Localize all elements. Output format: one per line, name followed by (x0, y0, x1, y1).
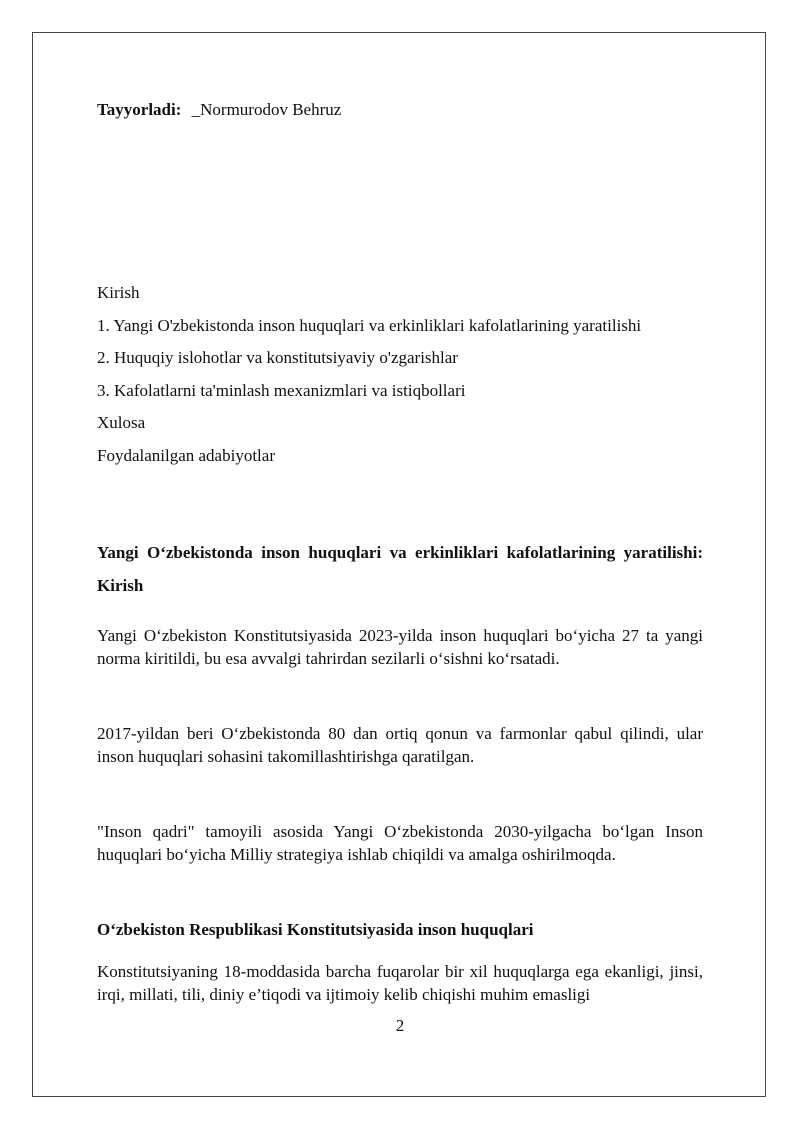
paragraph: Yangi Oʻzbekiston Konstitutsiyasida 2023-yilda inson huquqlari boʻyicha 27 ta yangi norma kiritildi, bu esa avvalgi tahrirdan sezilarli oʻsishni koʻrsatadi. (97, 626, 703, 668)
toc-item: Kirish (97, 283, 140, 302)
paragraph: 2017-yildan beri Oʻzbekistonda 80 dan ortiq qonun va farmonlar qabul qilindi, ular inson huquqlari sohasini takomillashtirishga qaratilgan. (97, 724, 703, 766)
paragraph: Konstitutsiyaning 18-moddasida barcha fuqarolar bir xil huquqlarga ega ekanligi, jinsi, irqi, millati, tili, diniy e’tiqodi va ijtimoiy kelib chiqishi muhim emasligi (97, 962, 703, 1004)
toc-item: 3. Kafolatlarni ta'minlash mexanizmlari va istiqbollari (97, 380, 466, 400)
page-number: 2 (395, 1016, 405, 1035)
subsection-heading: Oʻzbekiston Respublikasi Konstitutsiyasida inson huquqlari (97, 920, 534, 939)
prepared-by-label: Tayyorladi: (97, 100, 182, 119)
toc-item: Foydalanilgan adabiyotlar (97, 445, 275, 465)
author-name: Normurodov Behruz (200, 100, 342, 119)
paragraph: "Inson qadri" tamoyili asosida Yangi Oʻzbekistonda 2030-yilgacha boʻlgan Inson huquqlari boʻyicha Milliy strategiya ishlab chiqildi va amalga oshirilmoqda. (97, 822, 703, 864)
underscore: _ (191, 100, 201, 119)
prepared-by-line (97, 98, 703, 121)
toc-item: Xulosa (97, 413, 146, 432)
section-heading: Yangi Oʻzbekistonda inson huquqlari va erkinliklari kafolatlarining yaratilishi: Kirish (97, 543, 703, 595)
table-of-contents (97, 277, 641, 472)
toc-item: 2. Huquqiy islohotlar va konstitutsiyaviy o'zgarishlar (97, 348, 458, 367)
toc-item: 1. Yangi O'zbekistonda inson huquqlari va erkinliklari kafolatlarining yaratilishi (97, 315, 642, 335)
